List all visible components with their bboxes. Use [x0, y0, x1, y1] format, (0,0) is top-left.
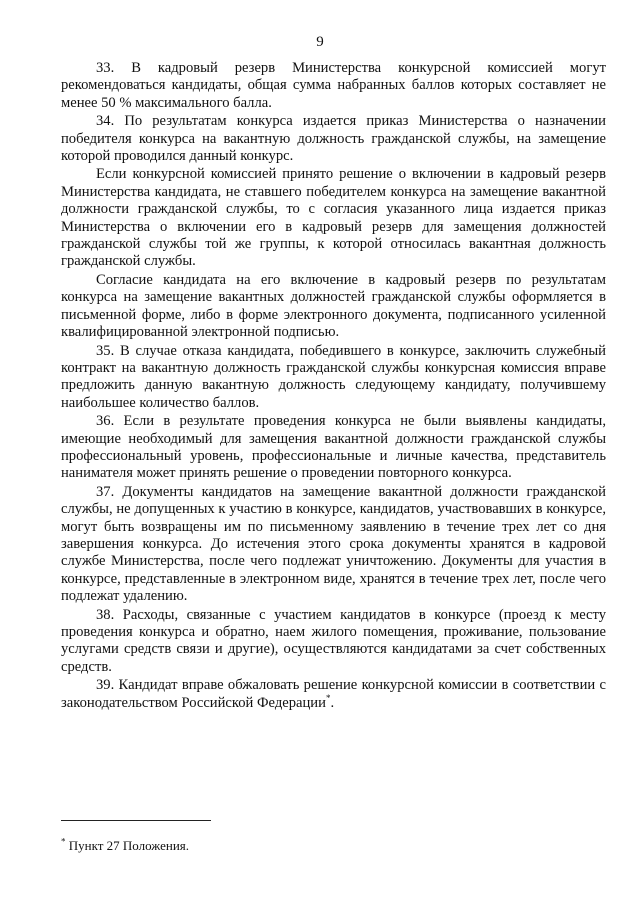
paragraph-36: 36. Если в результате проведения конкурса не были выявлены кандидаты, имеющие необходимый для замещения вакантной должности гражданской службы профессиональный уровень, профессиональные и личные качества, представитель нанимателя может принять решение о проведении повторного конкурса.	[61, 413, 606, 482]
footnote-reference: *	[325, 692, 331, 703]
footnote-text: Пункт 27 Положения.	[65, 838, 190, 853]
paragraph-39-end: .	[330, 694, 335, 711]
paragraph-39	[61, 677, 606, 712]
paragraph-34-consent: Согласие кандидата на его включение в кадровый резерв по результатам конкурса на замещение вакантных должностей гражданской службы оформляется в письменной форме, либо в форме электронного документа, подписанного усиленной квалифицированной электронной подписью.	[61, 271, 606, 341]
footnote-separator	[61, 820, 211, 821]
paragraph-35: 35. В случае отказа кандидата, победившего в конкурсе, заключить служебный контракт на вакантную должность гражданской службы конкурсная комиссия вправе предложить данную вакантную должность следующему кандидату, получившему наибольшее количество баллов.	[61, 342, 606, 411]
paragraph-33: 33. В кадровый резерв Министерства конкурсной комиссией могут рекомендоваться кандидаты, общая сумма набранных баллов которых составляет не менее 50 % максимального балла.	[61, 60, 606, 111]
paragraph-37: 37. Документы кандидатов на замещение вакантной должности гражданской службы, не допущенных к участию в конкурсе, кандидатов, участвовавших в конкурсе, могут быть возвращены им по письменному заявлению в течение трех лет со дня завершения конкурса. До истечения этого срока документы хранятся в кадровой службе Министерства, после чего подлежат уничтожению. Документы для участия в конкурсе, представленные в электронном виде, хранятся в течение трех лет, после чего подлежат удалению.	[61, 483, 606, 605]
document-body	[61, 60, 606, 713]
paragraph-34-reserve: Если конкурсной комиссией принято решение о включении в кадровый резерв Министерства кандидата, не ставшего победителем конкурса на замещение вакантной должности гражданской службы, то с согласия указанного лица издается приказ Министерства о включении его в кадровый резерв для замещения должностей гражданской службы той же группы, к которой относилась вакантная должность гражданской службы.	[61, 166, 606, 270]
page-number: 9	[316, 34, 324, 50]
footnote	[61, 838, 189, 854]
paragraph-38: 38. Расходы, связанные с участием кандидатов в конкурсе (проезд к месту проведения конкурса и обратно, наем жилого помещения, проживание, пользование услугами средств связи и другие), осуществляются кандидатами за счет собственных средств.	[61, 606, 606, 675]
paragraph-34: 34. По результатам конкурса издается приказ Министерства о назначении победителя конкурса на вакантную должность гражданской службы, на замещение которой проводился данный конкурс.	[61, 113, 606, 165]
paragraph-39-text: 39. Кандидат вправе обжаловать решение конкурсной комиссии в соответствии с законодательством Российской Федерации	[61, 677, 606, 711]
footnote-marker: *	[61, 836, 66, 847]
